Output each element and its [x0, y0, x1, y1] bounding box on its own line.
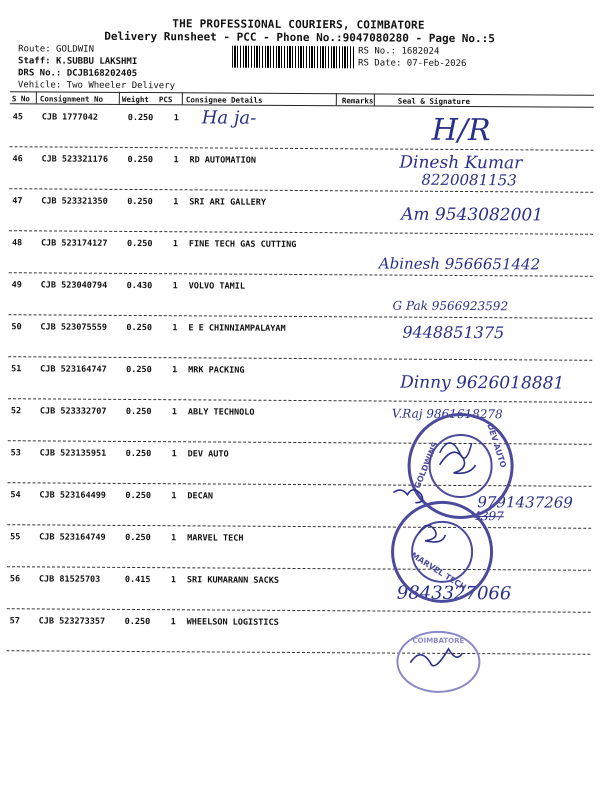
row-consignment: CJB 523135951 [39, 448, 107, 459]
row-pcs: 1 [173, 155, 179, 166]
row-consignment: CJB 523273357 [38, 616, 106, 627]
row-sno: 47 [12, 196, 23, 207]
col-divider [119, 92, 120, 104]
row-pcs: 1 [172, 365, 178, 376]
row-sno: 54 [10, 490, 21, 501]
row-consignee: WHEELSON LOGISTICS [186, 617, 279, 628]
stamp-text-goldwins: GOLDWINS [412, 440, 440, 490]
col-remarks: Remarks [341, 96, 374, 106]
col-pcs: PCS [158, 95, 173, 105]
row-consignee: VOLVO TAMIL [188, 281, 246, 292]
signature-scribble-row53 [440, 452, 476, 473]
stamp-text-marvel-tech: MARVEL TECH [409, 550, 468, 593]
row-consignee: DEV AUTO [187, 449, 229, 460]
signature-row50: 9448851375 [402, 322, 505, 343]
row-consignee: MARVEL TECH [187, 533, 244, 544]
row-sno: 45 [12, 112, 24, 123]
row-pcs: 1 [173, 113, 179, 124]
row-sno: 51 [11, 364, 22, 375]
row-consignee: SRI ARI GALLERY [189, 197, 267, 208]
row-weight: 0.250 [125, 406, 152, 418]
drs-number: DRS No.: DCJB168202405 [17, 68, 138, 79]
row-consignment: CJB 523332707 [39, 406, 107, 417]
row-weight: 0.415 [124, 574, 151, 586]
row-weight: 0.250 [125, 448, 152, 460]
phone-row54-extra: 4397 [473, 509, 504, 524]
row-sno: 49 [11, 280, 22, 291]
row-sno: 48 [11, 238, 23, 249]
row-consignee: MRK PACKING [188, 365, 245, 376]
signature-scribble-row52 [440, 443, 472, 458]
row-consignment: CJB 81525703 [38, 574, 101, 585]
rs-date: RS Date: 07-Feb-2026 [358, 58, 467, 70]
row-consignment: CJB 1777042 [41, 112, 99, 123]
row-pcs: 1 [170, 575, 177, 586]
row-weight: 0.430 [126, 280, 153, 292]
row-sno: 52 [10, 406, 22, 417]
row-weight: 0.250 [125, 532, 151, 544]
row-consignment: CJB 523164749 [39, 532, 106, 543]
row-pcs: 1 [171, 449, 177, 460]
col-divider [36, 91, 37, 103]
row-consignee: E E CHINNIAMPALAYAM [188, 323, 286, 334]
signature-row48: Abinesh 9566651442 [378, 254, 541, 274]
row-consignee: SRI KUMARANN SACKS [186, 575, 280, 586]
col-consignee: Consignee Details [185, 95, 263, 105]
barcode [232, 46, 354, 69]
row-weight: 0.250 [126, 322, 153, 334]
col-divider [374, 93, 375, 105]
row-consignment: CJB 523164499 [39, 490, 106, 501]
row-weight: 0.250 [125, 490, 152, 502]
row-pcs: 1 [172, 281, 178, 292]
row-consignment: CJB 523321350 [41, 196, 108, 207]
vehicle-label: Vehicle: Two Wheeler Delivery [17, 80, 176, 92]
signature-row52: V.Raj 9861618278 [391, 406, 503, 422]
row-consignee: ABLY TECHNOLO [187, 407, 255, 418]
row-consignment: CJB 523164747 [40, 364, 107, 375]
route-label: Route: GOLDWIN [18, 44, 95, 55]
row-consignee: FINE TECH GAS CUTTING [188, 239, 297, 250]
signature-row51: Dinny 9626018881 [400, 372, 565, 394]
page-title: THE PROFESSIONAL COURIERS, COIMBATORE [172, 17, 425, 32]
row-sno: 53 [10, 448, 21, 459]
row-consignee: DECAN [187, 491, 214, 502]
stamp-text-coimbatore: COIMBATORE [412, 636, 465, 646]
row-consignee-handwritten: Ha ja- [201, 107, 257, 129]
signature-hr: H/R [431, 112, 491, 149]
row-sno: 46 [12, 154, 23, 165]
row-consignment: CJB 523075559 [40, 322, 107, 333]
stamp-text-dev-auto: DEV AUTO [485, 422, 508, 469]
row-sno: 57 [9, 616, 20, 627]
phone-row54: 9791437269 [477, 493, 573, 512]
row-weight: 0.250 [126, 364, 152, 376]
phone-row46: 8220081153 [421, 170, 517, 190]
row-pcs: 1 [171, 491, 177, 502]
col-seal-signature: Seal & Signature [397, 96, 471, 107]
rs-number: RS No.: 1682024 [358, 46, 440, 57]
row-sno: 55 [10, 532, 21, 543]
signature-scribble-row54 [393, 490, 422, 503]
row-pcs: 1 [171, 407, 178, 418]
signature-row47: Am 9543082001 [401, 204, 544, 226]
signature-row46: Dinesh Kumar [399, 152, 523, 174]
page-subtitle: Delivery Runsheet - PCC - Phone No.:9047080280 - Page No.:5 [104, 29, 495, 46]
row-weight: 0.250 [127, 112, 154, 124]
row-pcs: 1 [170, 617, 176, 628]
signature-scribbles [378, 100, 600, 701]
row-consignment: CJB 523040794 [40, 280, 108, 291]
row-weight: 0.250 [127, 154, 154, 166]
row-consignment: CJB 523321176 [41, 154, 109, 165]
row-weight: 0.250 [126, 238, 153, 250]
row-consignee: RD AUTOMATION [189, 155, 257, 166]
row-weight: 0.250 [127, 196, 153, 208]
row-pcs: 1 [171, 533, 177, 544]
staff-label: Staff: K.SUBBU LAKSHMI [18, 56, 138, 67]
row-pcs: 1 [172, 239, 179, 250]
row-sno: 56 [9, 574, 21, 585]
signature-row56: 9843327066 [396, 582, 512, 605]
col-sno: S No [11, 94, 30, 104]
row-pcs: 1 [172, 323, 178, 334]
signature-scribble-row57 [410, 649, 462, 666]
row-pcs: 1 [173, 197, 179, 208]
row-consignment: CJB 523174127 [40, 238, 108, 249]
col-weight: Weight [121, 94, 149, 105]
col-divider [182, 92, 183, 104]
col-consignment: Consignment No [39, 94, 104, 104]
row-weight: 0.250 [124, 616, 151, 628]
signature-scribble-row55 [419, 525, 445, 542]
row-sno: 50 [11, 322, 22, 333]
col-divider [336, 93, 337, 105]
signature-row49: G Pak 9566923592 [392, 298, 509, 314]
